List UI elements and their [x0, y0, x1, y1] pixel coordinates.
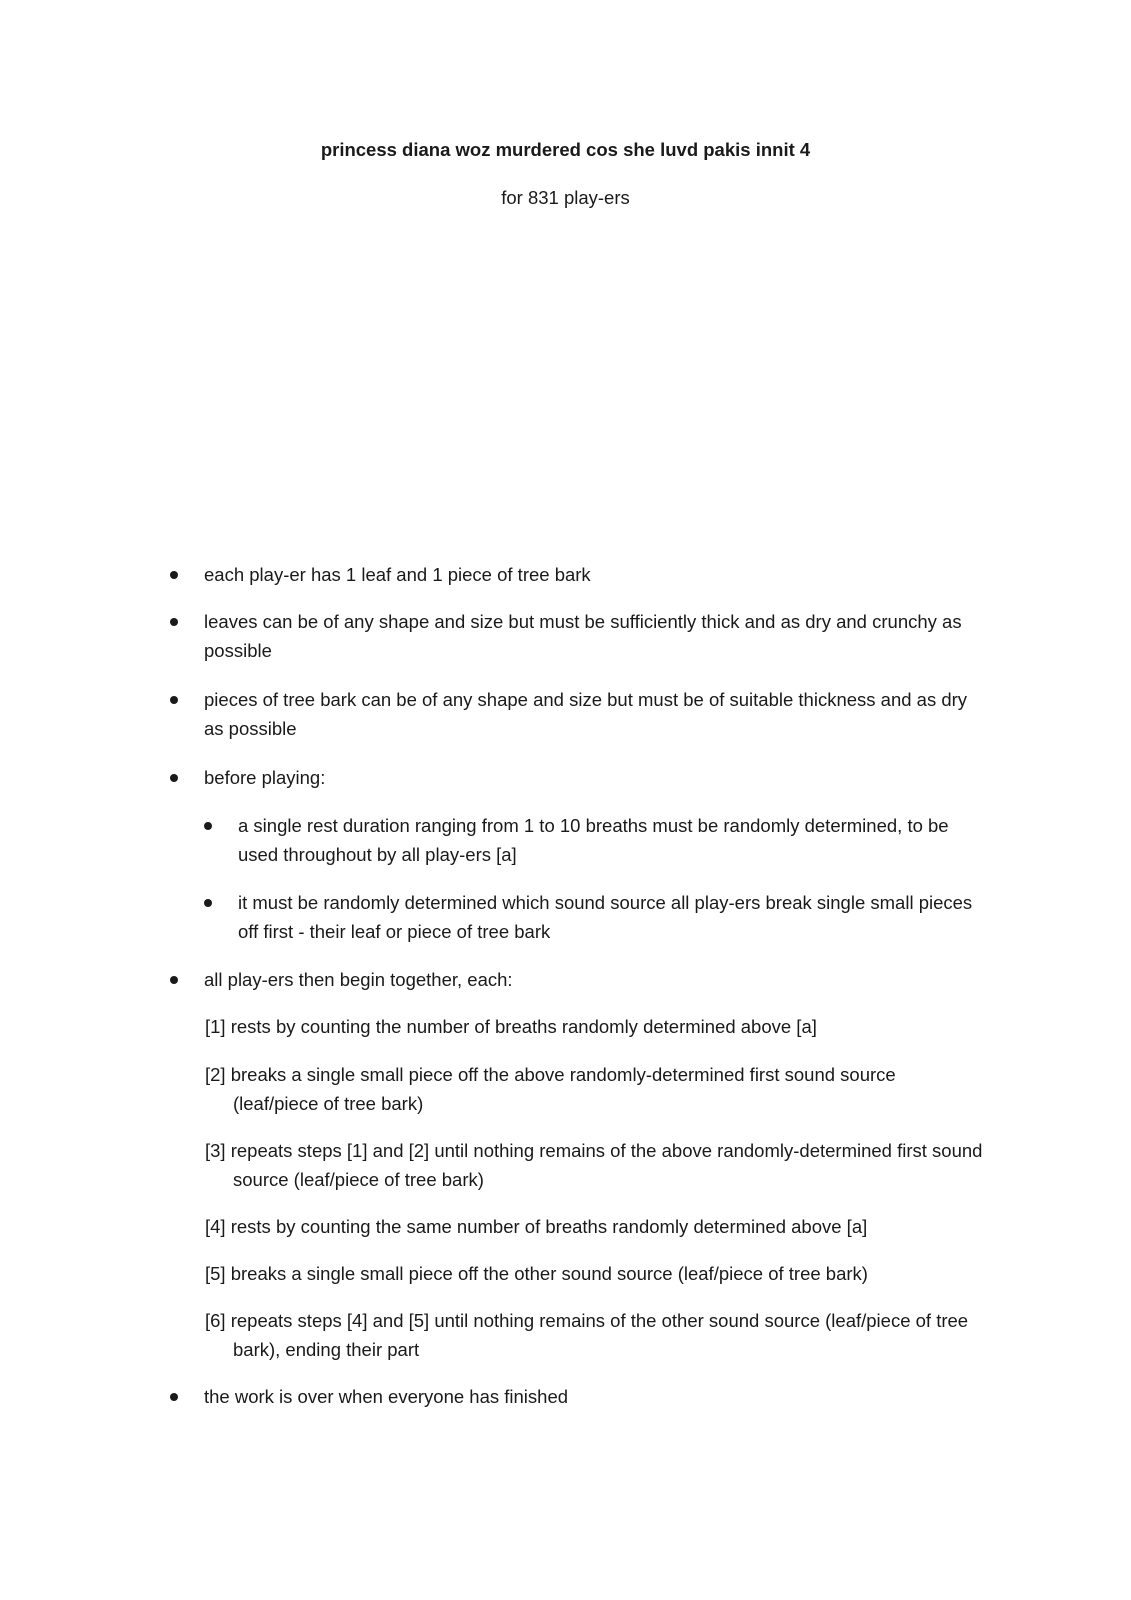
step-item: [3] repeats steps [1] and [2] until nothing remains of the above randomly-determined first sound source (leaf/piece of tree bark) — [205, 1140, 983, 1190]
step-item: [6] repeats steps [4] and [5] until nothing remains of the other sound source (leaf/piece of tree bark), ending their part — [205, 1310, 969, 1360]
instruction-item: each play-er has 1 leaf and 1 piece of tree bark — [204, 564, 591, 585]
sub-bullet-icon — [204, 899, 212, 907]
instruction-item: leaves can be of any shape and size but must be sufficiently thick and as dry and crunchy as possible — [204, 611, 962, 661]
instruction-item: before playing: — [204, 767, 326, 788]
instruction-item: pieces of tree bark can be of any shape and size but must be of suitable thickness and as dry as possible — [204, 689, 968, 739]
bullet-icon — [170, 1393, 178, 1401]
instruction-item: the work is over when everyone has finished — [204, 1386, 569, 1407]
step-item: [1] rests by counting the number of breaths randomly determined above [a] — [205, 1016, 817, 1037]
sub-instruction-item: a single rest duration ranging from 1 to 10 breaths must be randomly determined, to be used throughout by all play-ers [a] — [238, 815, 949, 865]
step-item: [4] rests by counting the same number of breaths randomly determined above [a] — [205, 1216, 868, 1237]
sub-instruction-item: it must be randomly determined which sound source all play-ers break single small pieces off first - their leaf or piece of tree bark — [238, 892, 973, 942]
bullet-icon — [170, 618, 178, 626]
step-item: [5] breaks a single small piece off the other sound source (leaf/piece of tree bark) — [205, 1263, 868, 1284]
bullet-icon — [170, 696, 178, 704]
bullet-icon — [170, 774, 178, 782]
document-subtitle: for 831 play-ers — [501, 187, 630, 208]
bullet-icon — [170, 571, 178, 579]
instruction-item: all play-ers then begin together, each: — [204, 969, 513, 990]
step-item: [2] breaks a single small piece off the above randomly-determined first sound source (leaf/piece of tree bark) — [205, 1064, 896, 1114]
bullet-icon — [170, 976, 178, 984]
sub-bullet-icon — [204, 822, 212, 830]
document-title: princess diana woz murdered cos she luvd pakis innit 4 — [320, 139, 811, 160]
